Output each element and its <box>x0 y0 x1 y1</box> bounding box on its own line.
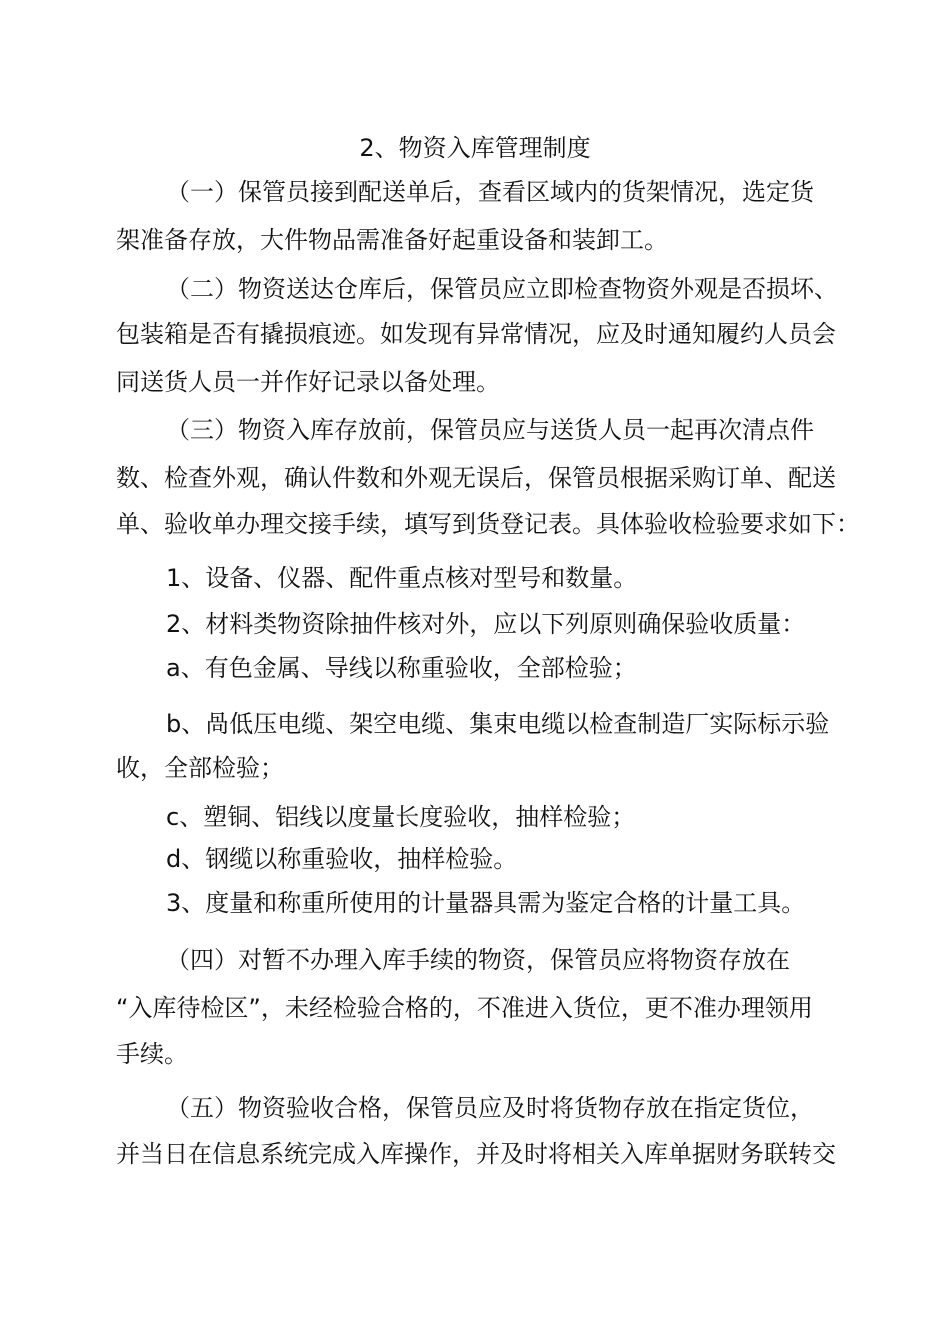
paragraph-line: （一）保管员接到配送单后，查看区域内的货架情况，选定货 <box>166 178 814 206</box>
paragraph-line: 数、检查外观，确认件数和外观无误后，保管员根据采购订单、配送 <box>116 464 836 492</box>
page-title: 2、物资入库管理制度 <box>359 134 591 162</box>
paragraph-line: 包装箱是否有撬损痕迹。如发现有异常情况，应及时通知履约人员会 <box>116 320 836 348</box>
paragraph-line: 单、验收单办理交接手续，填写到货登记表。具体验收检验要求如下： <box>116 510 860 538</box>
paragraph-line: “入库待检区”，未经检验合格的，不准进入货位，更不准办理领用 <box>116 994 813 1022</box>
paragraph-line: （五）物资验收合格，保管员应及时将货物存放在指定货位， <box>166 1094 814 1122</box>
list-item: 2、材料类物资除抽件核对外，应以下列原则确保验收质量： <box>166 610 806 638</box>
list-item: 收，全部检验； <box>116 754 284 782</box>
paragraph-line: （三）物资入库存放前，保管员应与送货人员一起再次清点件 <box>166 416 814 444</box>
list-item: b、咼低压电缆、架空电缆、集束电缆以检查制造厂实际标示验 <box>166 710 830 738</box>
paragraph-line: 架准备存放，大件物品需准备好起重设备和装卸工。 <box>116 226 668 254</box>
list-item: c、塑铜、铝线以度量长度验收，抽样检验； <box>166 803 636 831</box>
list-item: a、有色金属、导线以称重验收，全部检验； <box>166 654 637 682</box>
list-item: d、钢缆以称重验收，抽样检验。 <box>166 845 518 873</box>
paragraph-line: （二）物资送达仓库后，保管员应立即检查物资外观是否损坏、 <box>166 275 838 303</box>
paragraph-line: 并当日在信息系统完成入库操作，并及时将相关入库单据财务联转交 <box>116 1140 836 1168</box>
paragraph-line: 同送货人员一并作好记录以备处理。 <box>116 368 500 396</box>
paragraph-line: 手续。 <box>116 1040 188 1068</box>
paragraph-line: （四）对暂不办理入库手续的物资，保管员应将物资存放在 <box>166 946 790 974</box>
list-item: 3、度量和称重所使用的计量器具需为鉴定合格的计量工具。 <box>166 889 806 917</box>
list-item: 1、设备、仪器、配件重点核对型号和数量。 <box>166 564 638 592</box>
